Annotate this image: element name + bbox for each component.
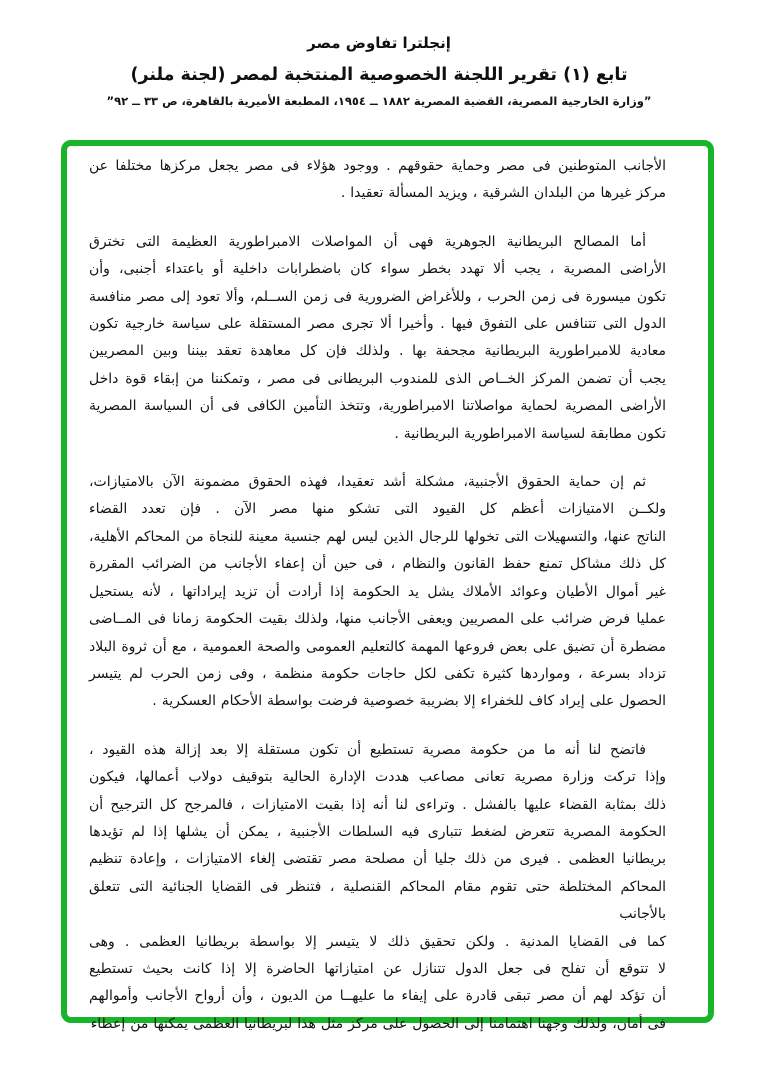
text-line: الأراضى المصرية لحماية مواصلاتنا الامبراطورية، وتتخذ التأمين الكافى فى أن السياسة المصرية [89, 398, 666, 415]
page-title: إنجلترا تفاوض مصر [307, 34, 451, 52]
text-line: وإذا تركت وزارة مصرية تعانى مصاعب هددت الإدارة الحالية بتوقيف دولاب أعمالها، فيكون [89, 769, 666, 786]
text-line: تكون مطابقة لسياسة الامبراطورية البريطانية . [394, 425, 666, 442]
text-line: تكون ميسورة فى زمن الحرب ، وللأغراض الضرورية فى زمن الســلم، وألا تعود إلى مصر منافسة [89, 288, 666, 305]
text-line: عمليا فرض ضرائب على المصريين ويعفى الأجانب منها، ولذلك بقيت الحكومة زمانا فى المــاضى [89, 611, 666, 628]
text-line: لا تتوقع أن تفلح فى جعل الدول تتنازل عن امتيازاتها الحاضرة إلا إذا كانت بحيث تستطيع [89, 960, 666, 977]
paragraph [89, 229, 666, 448]
text-line: المحاكم المختلطة حتى تقوم مقام المحاكم القنصلية ، فتنظر فى القضايا الجنائية التى تتعلق بالأجانب [89, 878, 666, 923]
text-line: الحكومة المصرية تتعرض لضغط تتبارى فيه السلطات الأجنبية ، يمكن أن يشلها إذا لم تؤيدها [89, 823, 666, 840]
paragraph [89, 469, 666, 716]
text-line: تزداد بسرعة ، ومواردها كثيرة تكفى لكل حاجات حكومة منظمة ، وفى زمن الحرب لم يتيسر [89, 665, 666, 682]
text-line: فاتضح لنا أنه ما من حكومة مصرية تستطيع أن تكون مستقلة إلا بعد إزالة هذه القيود ، [89, 741, 646, 758]
document-header [0, 34, 758, 108]
text-line: ذلك بمثابة القضاء عليها بالفشل . وتراءى لنا أنه إذا بقيت الامتيازات ، فالمرجح كل الترجيح أن [89, 796, 666, 813]
text-line: معادية للامبراطورية البريطانية مجحفة بها . ولذلك فإن كل معاهدة تعقد بيننا وبين المصريين [89, 343, 666, 360]
text-line: أن تؤكد لهم أن مصر تبقى قادرة على إيفاء ما عليهــا من الديون ، وأن أرواح الأجانب وأموالهم [89, 988, 666, 1005]
text-line: بريطانيا العظمى . فيرى من ذلك جليا أن مصلحة مصر تقتضى إلغاء الامتيازات ، وإعادة تنظيم [89, 851, 666, 868]
text-line: غير أموال الأطيان وعوائد الأملاك يشل يد الحكومة إذا أرادت أن تزيد إيراداتها ، لأنه يستحيل [89, 583, 666, 600]
source-citation: ”وزارة الخارجية المصرية، القضية المصرية ١٨٨٢ ــ ١٩٥٤، المطبعة الأميرية بالقاهرة، ص ٣٣ ــ ٩٢” [106, 94, 652, 108]
document-subtitle: تابع (١) تقرير اللجنة الخصوصية المنتخبة لمصر (لجنة ملنر) [130, 65, 628, 85]
paragraph [89, 153, 666, 208]
text-line: يجب أن تضمن المركز الخــاص الذى للمندوب البريطانى فى مصر ، وتمكننا من إبقاء قوة داخل [89, 370, 666, 387]
text-line: ولكــن الامتيازات أعظم كل القيود التى تشكو منها مصر الآن . فإن تعدد القضاء [89, 501, 666, 518]
text-line: أما المصالح البريطانية الجوهرية فهى أن المواصلات الامبراطورية العظيمة التى تخترق [89, 233, 646, 250]
document-frame [61, 140, 714, 1032]
text-line: كما فى القضايا المدنية . ولكن تحقيق ذلك لا يتيسر إلا بواسطة بريطانيا العظمى . وهى [89, 933, 666, 950]
text-line: مركز غيرها من البلدان الشرقية ، ويزيد المسألة تعقيدا . [340, 185, 666, 202]
text-line: الناتج عنها، والتسهيلات التى تخولها للرجال الذين ليس لهم جنسية معينة للنجاة من المحاكم الأهلية، [89, 528, 666, 545]
text-line: الأراضى المصرية ، يجب ألا تهدد بخطر سواء كان باضطرابات داخلية أو باعتداء أجنبى، وأن [89, 261, 666, 278]
text-line: ثم إن حماية الحقوق الأجنبية، مشكلة أشد تعقيدا، فهذه الحقوق مضمونة الآن بالامتيازات، [89, 474, 646, 491]
text-line: مضطرة أن تضيق على بعض فروعها المهمة كالتعليم العمومى والصحة العمومية ، مع أن ثروة البلاد [89, 638, 666, 655]
text-line: الحصول على إيراد كاف للخفراء إلا بضريبة خصوصية فرضت بواسطة الأحكام العسكرية . [152, 693, 666, 710]
paragraph [89, 737, 666, 1038]
text-line: الدول التى تتنافس على التفوق فيها . وأخيرا ألا تجرى مصر المستقلة على سياسة خارجية تكون [89, 316, 666, 333]
text-line: كل ذلك مشاكل تمنع حفظ القانون والنظام ، فى حين أن إعفاء الأجانب من الضرائب المقررة [89, 556, 666, 573]
text-line: فى أمان، ولذلك وجهنا اهتمامنا إلى الحصول على مركز مثل هذا لبريطانيا العظمى يمكنها من إعطاء [90, 1015, 666, 1032]
text-line: الأجانب المتوطنين فى مصر وحماية حقوقهم . ووجود هؤلاء فى مصر يجعل مركزها مختلفا عن [89, 158, 666, 174]
paragraphs [89, 153, 666, 1038]
